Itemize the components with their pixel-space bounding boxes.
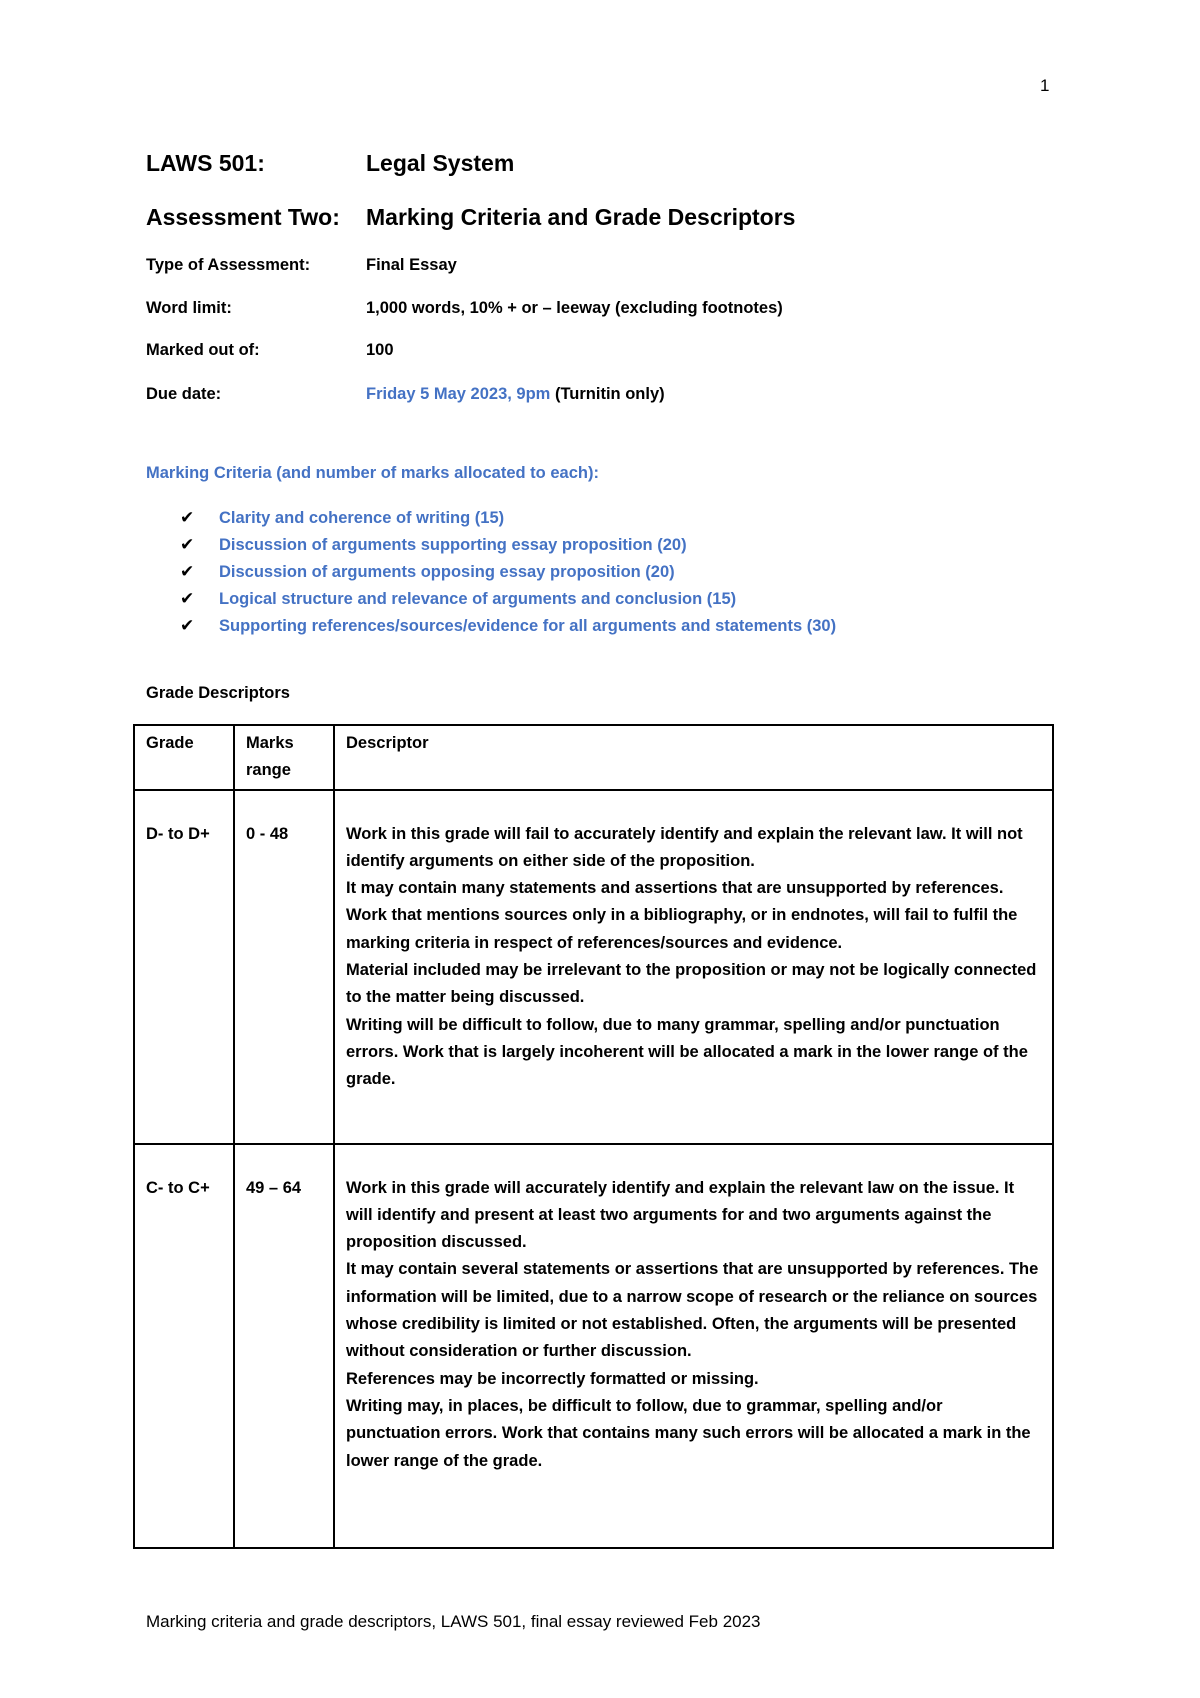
- grade-cell: C- to C+: [134, 1144, 234, 1548]
- meta-due-value: Friday 5 May 2023, 9pm: [366, 385, 551, 403]
- meta-marked-out-of: [146, 341, 394, 360]
- descriptor-line: Material included may be irrelevant to the proposition or may not be logically connected to the matter being discussed.: [346, 961, 1037, 1007]
- criteria-item: [180, 558, 836, 585]
- meta-type: [146, 256, 457, 275]
- table-header-row: [134, 725, 1053, 790]
- course-code: LAWS 501:: [146, 150, 265, 176]
- header-grade: Grade: [134, 725, 234, 790]
- meta-marked-value: 100: [366, 341, 394, 359]
- descriptor-line: References may be incorrectly formatted or missing.: [346, 1369, 759, 1388]
- descriptor-cell: [334, 1144, 1053, 1548]
- criteria-list: [180, 504, 836, 639]
- descriptor-line: Writing may, in places, be difficult to follow, due to grammar, spelling and/or punctuation errors. Work that contains many such errors will be allocated a mark in the lower range of the grade.: [346, 1396, 1031, 1470]
- page-number: 1: [1040, 76, 1050, 95]
- check-icon: ✔: [180, 508, 195, 527]
- grade-table: [133, 724, 1054, 1549]
- meta-due-note: (Turnitin only): [554, 385, 665, 403]
- header-marks-range: Marks range: [234, 725, 334, 790]
- grade-cell: D- to D+: [134, 790, 234, 1144]
- descriptor-line: It may contain many statements and assertions that are unsupported by references. Work that mentions sources only in a bibliography, or in endnotes, will fail to fulfil the marking criteria in respect of references/sources and evidence.: [346, 879, 1018, 952]
- meta-due-date: [146, 385, 665, 404]
- table-row: [134, 790, 1053, 1144]
- grade-descriptors-title: Grade Descriptors: [146, 684, 290, 702]
- header-descriptor: Descriptor: [334, 725, 1053, 790]
- meta-word-limit-value: 1,000 words, 10% + or – leeway (excluding footnotes): [366, 299, 783, 317]
- meta-due-label: Due date:: [146, 385, 222, 403]
- criteria-heading: Marking Criteria (and number of marks allocated to each):: [146, 464, 599, 482]
- criteria-item: [180, 612, 836, 639]
- descriptor-line: It may contain several statements or assertions that are unsupported by references. The information will be limited, due to a narrow scope of research or the reliance on sources whose credibility is limited or not established. Often, the arguments will be presented without consideration or further discussion.: [346, 1260, 1039, 1361]
- marks-cell: 0 - 48: [234, 790, 334, 1144]
- criteria-item-label: Clarity and coherence of writing (15): [219, 509, 505, 527]
- check-icon: ✔: [180, 535, 195, 554]
- descriptor-line: Work in this grade will accurately identify and explain the relevant law on the issue. It will identify and present at least two arguments for and two arguments against the proposition discussed.: [346, 1178, 1015, 1252]
- descriptor-line: Work in this grade will fail to accurately identify and explain the relevant law. It will not identify arguments on either side of the proposition.: [346, 824, 1023, 870]
- descriptor-line: Writing will be difficult to follow, due to many grammar, spelling and/or punctuation errors. Work that is largely incoherent will be allocated a mark in the lower range of the grade.: [346, 1015, 1028, 1089]
- criteria-item-label: Supporting references/sources/evidence for all arguments and statements (30): [219, 617, 837, 635]
- assessment-title: [146, 204, 795, 231]
- descriptor-cell: [334, 790, 1053, 1144]
- check-icon: ✔: [180, 589, 195, 608]
- check-icon: ✔: [180, 562, 195, 581]
- course-title: [146, 150, 514, 177]
- page-footer: Marking criteria and grade descriptors, LAWS 501, final essay reviewed Feb 2023: [146, 1612, 761, 1631]
- meta-word-limit-label: Word limit:: [146, 299, 232, 317]
- check-icon: ✔: [180, 616, 195, 635]
- criteria-item: [180, 504, 836, 531]
- criteria-item-label: Discussion of arguments supporting essay proposition (20): [219, 536, 687, 554]
- course-name: Legal System: [366, 150, 515, 176]
- criteria-item-label: Logical structure and relevance of arguments and conclusion (15): [219, 590, 737, 608]
- marks-cell: 49 – 64: [234, 1144, 334, 1548]
- assessment-label: Assessment Two:: [146, 204, 340, 230]
- meta-word-limit: [146, 299, 783, 318]
- assessment-name: Marking Criteria and Grade Descriptors: [366, 204, 796, 230]
- meta-marked-label: Marked out of:: [146, 341, 260, 359]
- table-row: [134, 1144, 1053, 1548]
- meta-type-label: Type of Assessment:: [146, 256, 311, 274]
- criteria-item-label: Discussion of arguments opposing essay proposition (20): [219, 563, 675, 581]
- criteria-item: [180, 585, 836, 612]
- meta-type-value: Final Essay: [366, 256, 457, 274]
- criteria-item: [180, 531, 836, 558]
